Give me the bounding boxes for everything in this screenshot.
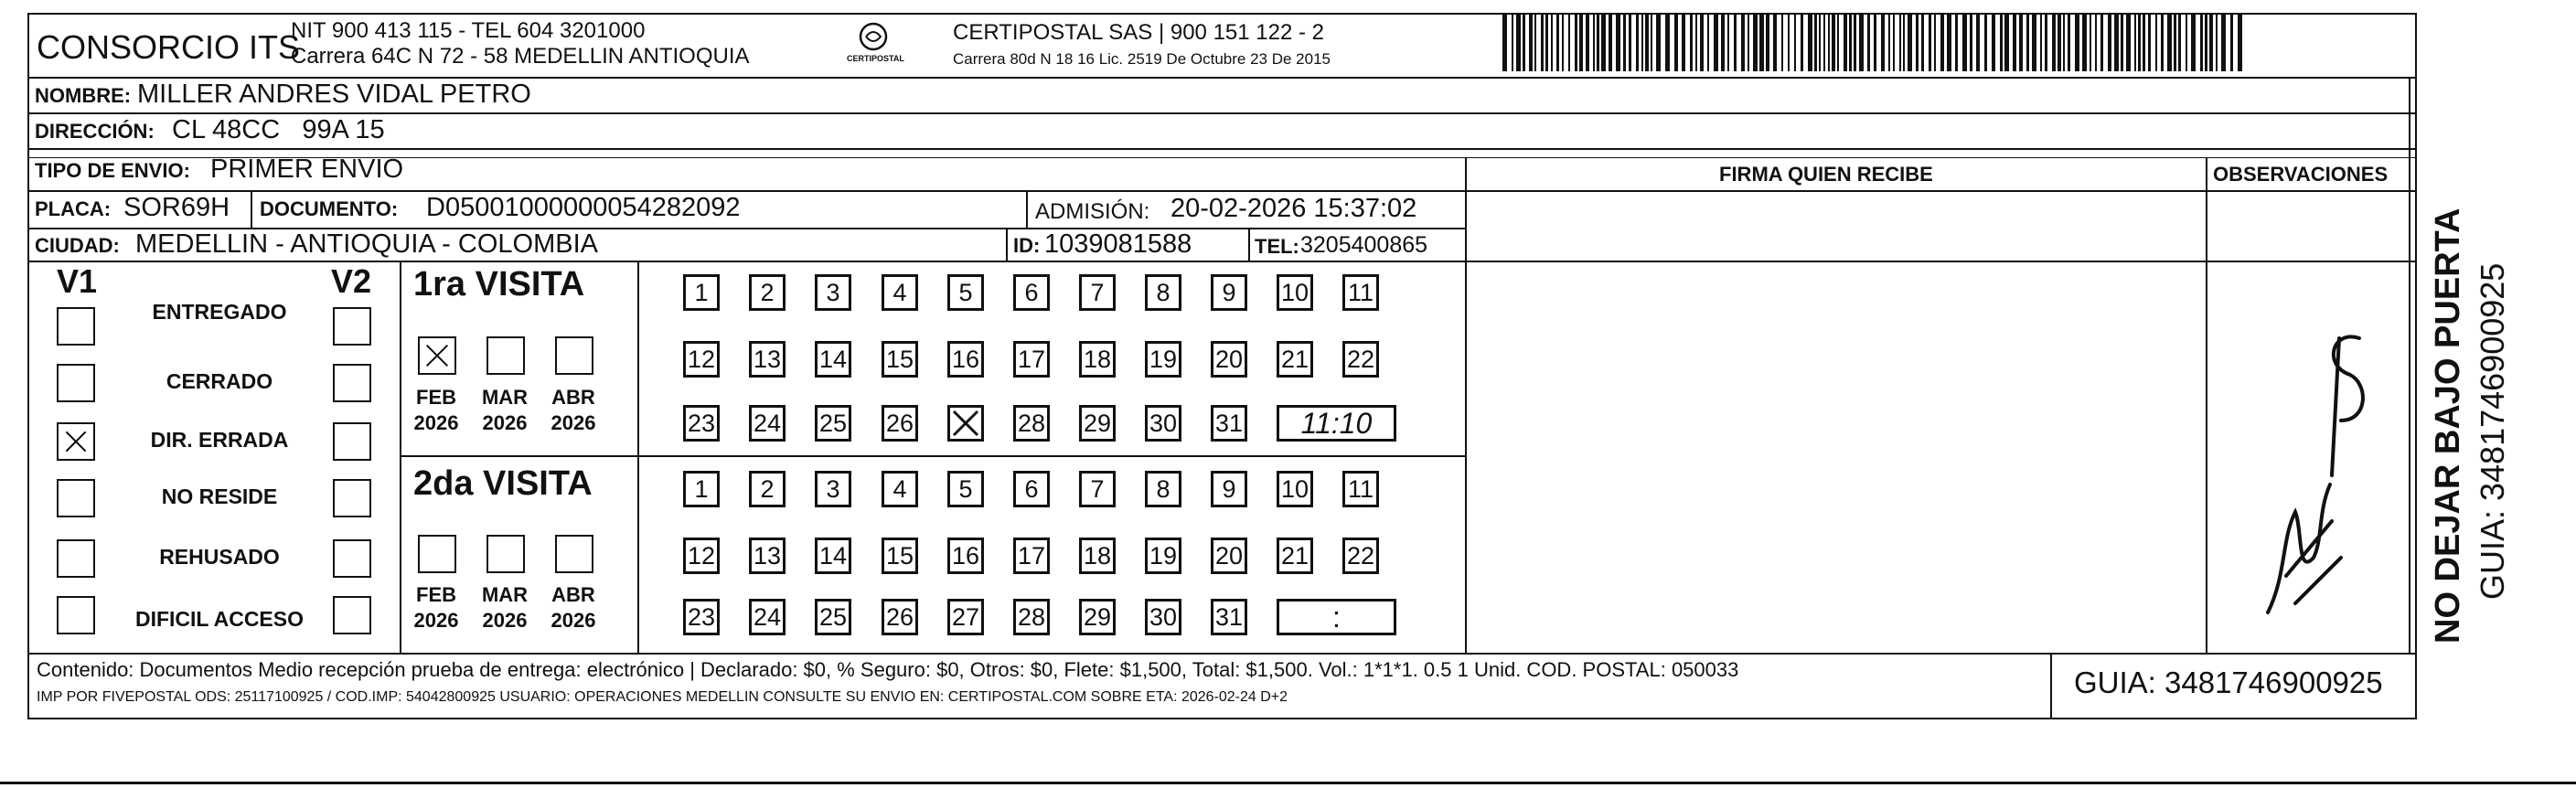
- footer-guia: GUIA: 3481746900925: [2074, 666, 2383, 699]
- day-box[interactable]: 16: [947, 341, 984, 378]
- col-divider: [2050, 653, 2052, 719]
- visit-separator: [400, 455, 1465, 457]
- day-box[interactable]: 15: [882, 538, 918, 574]
- documento-label: DOCUMENTO:: [260, 197, 399, 220]
- day-box[interactable]: 10: [1277, 471, 1313, 507]
- month-checkbox[interactable]: [486, 535, 525, 573]
- company-name: CONSORCIO ITS: [37, 28, 301, 66]
- month-checkbox[interactable]: [555, 535, 593, 573]
- status-label: REHUSADO: [159, 545, 280, 569]
- logo-text: CERTIPOSTAL: [847, 54, 904, 63]
- status-label: ENTREGADO: [152, 300, 287, 324]
- month-year: 2026: [550, 609, 596, 632]
- day-box[interactable]: 13: [749, 538, 786, 574]
- v1-checkbox[interactable]: [57, 596, 95, 634]
- time-field[interactable]: 11:10: [1277, 405, 1396, 442]
- month-label: FEB: [416, 583, 456, 606]
- row-divider: [27, 261, 2417, 262]
- status-label: CERRADO: [166, 369, 273, 393]
- day-box[interactable]: 21: [1277, 538, 1313, 574]
- handwritten-note-scribble: [2231, 302, 2387, 640]
- day-box[interactable]: 14: [815, 341, 851, 378]
- barcode: [1502, 15, 2248, 71]
- ciudad-value: MEDELLIN - ANTIOQUIA - COLOMBIA: [135, 229, 598, 259]
- day-box[interactable]: 24: [749, 405, 786, 442]
- tipo-envio-label: TIPO DE ENVIO:: [35, 159, 190, 182]
- row-divider: [27, 190, 2417, 192]
- day-box[interactable]: 28: [1013, 405, 1050, 442]
- day-box[interactable]: 4: [882, 471, 918, 507]
- day-box[interactable]: 6: [1013, 471, 1050, 507]
- row-divider: [27, 148, 2417, 150]
- day-box[interactable]: 20: [1211, 538, 1247, 574]
- day-box[interactable]: 23: [683, 405, 720, 442]
- v2-checkbox[interactable]: [333, 479, 371, 517]
- day-box[interactable]: 2: [749, 274, 786, 311]
- address-line: Carrera 64C N 72 - 58 MEDELLIN ANTIOQUIA: [291, 44, 750, 69]
- day-box[interactable]: 12: [683, 341, 720, 378]
- day-box[interactable]: 7: [1079, 274, 1116, 311]
- month-checkbox[interactable]: [486, 336, 525, 375]
- month-label: ABR: [551, 583, 595, 606]
- status-label: DIR. ERRADA: [150, 428, 289, 452]
- v1-checkbox[interactable]: [57, 479, 95, 517]
- month-label: FEB: [416, 386, 456, 409]
- visit-title: 2da VISITA: [413, 464, 593, 503]
- day-box[interactable]: 5: [947, 471, 984, 507]
- month-checkbox[interactable]: [418, 336, 456, 375]
- month-year: 2026: [482, 609, 528, 632]
- month-year: 2026: [413, 411, 459, 434]
- page-bottom-rule: [0, 782, 2576, 784]
- admision-value: 20-02-2026 15:37:02: [1170, 194, 1417, 223]
- col-divider: [1248, 228, 1250, 261]
- col-divider: [1026, 190, 1028, 228]
- carrier-address: Carrera 80d N 18 16 Lic. 2519 De Octubre 23 De 2015: [953, 50, 1331, 68]
- direccion-label: DIRECCIÓN:: [35, 120, 155, 143]
- day-box[interactable]: 19: [1145, 341, 1181, 378]
- time-field[interactable]: :: [1277, 599, 1396, 635]
- col-divider: [2409, 77, 2410, 653]
- day-box[interactable]: 5: [947, 274, 984, 311]
- day-box[interactable]: 17: [1013, 538, 1050, 574]
- ciudad-label: CIUDAD:: [35, 234, 120, 257]
- v2-checkbox[interactable]: [333, 539, 371, 578]
- day-box[interactable]: 17: [1013, 341, 1050, 378]
- day-box[interactable]: 1: [683, 471, 720, 507]
- day-box[interactable]: 2: [749, 471, 786, 507]
- v1-label: V1: [57, 262, 98, 300]
- imp-text: IMP POR FIVEPOSTAL ODS: 25117100925 / COD.IMP: 54042800925 USUARIO: OPERACIONES MEDELLIN CONSULTE SU ENVIO EN: CERTIPOSTAL.COM SOBRE ETA: 2026-02-24 D+2: [37, 689, 1288, 705]
- day-box[interactable]: 19: [1145, 538, 1181, 574]
- certipostal-logo: [841, 20, 905, 70]
- month-label: MAR: [481, 386, 529, 409]
- day-box[interactable]: 1: [683, 274, 720, 311]
- day-box[interactable]: 22: [1342, 341, 1379, 378]
- v2-label: V2: [331, 262, 372, 300]
- tipo-envio-value: PRIMER ENVIO: [210, 154, 404, 184]
- observaciones-header: OBSERVACIONES: [2213, 163, 2389, 186]
- day-box[interactable]: 31: [1211, 599, 1247, 635]
- placa-value: SOR69H: [123, 193, 230, 222]
- col-divider: [1465, 157, 1467, 653]
- day-box[interactable]: 12: [683, 538, 720, 574]
- day-box[interactable]: 14: [815, 538, 851, 574]
- month-year: 2026: [550, 411, 596, 434]
- day-box[interactable]: 9: [1211, 274, 1247, 311]
- day-box[interactable]: 10: [1277, 274, 1313, 311]
- day-box[interactable]: 29: [1079, 405, 1116, 442]
- direccion-value: CL 48CC 99A 15: [172, 115, 385, 144]
- v1-checkbox[interactable]: [57, 539, 95, 578]
- month-checkbox[interactable]: [555, 336, 593, 375]
- day-box[interactable]: 8: [1145, 471, 1181, 507]
- day-box[interactable]: 11: [1342, 274, 1379, 311]
- day-box[interactable]: 11: [1342, 471, 1379, 507]
- day-box[interactable]: 30: [1145, 599, 1181, 635]
- v2-checkbox[interactable]: [333, 307, 371, 346]
- side-guia-text: GUIA: 3481746900925: [2474, 262, 2511, 600]
- day-box[interactable]: 13: [749, 341, 786, 378]
- day-box[interactable]: 4: [882, 274, 918, 311]
- handwritten-note: [2231, 302, 2387, 640]
- col-divider: [2206, 157, 2207, 653]
- day-box[interactable]: 8: [1145, 274, 1181, 311]
- x-mark-icon: [950, 408, 981, 439]
- carrier-line: CERTIPOSTAL SAS | 900 151 122 - 2: [953, 20, 1324, 45]
- v2-checkbox[interactable]: [333, 364, 371, 402]
- col-divider: [1006, 228, 1008, 261]
- firma-header: FIRMA QUIEN RECIBE: [1719, 163, 1933, 186]
- nombre-label: NOMBRE:: [35, 84, 132, 107]
- side-text: [2423, 88, 2533, 645]
- day-box[interactable]: 16: [947, 538, 984, 574]
- placa-label: PLACA:: [35, 197, 112, 220]
- day-box[interactable]: 6: [1013, 274, 1050, 311]
- day-box[interactable]: 20: [1211, 341, 1247, 378]
- col-divider: [251, 190, 252, 228]
- month-checkbox[interactable]: [418, 535, 456, 573]
- day-box[interactable]: 28: [1013, 599, 1050, 635]
- day-box[interactable]: 15: [882, 341, 918, 378]
- day-box[interactable]: 24: [749, 599, 786, 635]
- no-dejar-text: NO DEJAR BAJO PUERTA: [2429, 208, 2467, 644]
- day-box[interactable]: 23: [683, 599, 720, 635]
- contenido-text: Contenido: Documentos Medio recepción prueba de entrega: electrónico | Declarado: $0, % Seguro: $0, Otros: $0, Flete: $1,500, Total: $1,500. Vol.: 1*1*1. 0.5 1 Unid. COD. POSTAL: 050033: [37, 658, 1739, 681]
- v2-checkbox[interactable]: [333, 422, 371, 461]
- tel-value: 3205400865: [1300, 232, 1428, 258]
- v2-checkbox[interactable]: [333, 596, 371, 634]
- day-box-marked[interactable]: [947, 405, 984, 442]
- month-year: 2026: [482, 411, 528, 434]
- day-box[interactable]: 31: [1211, 405, 1247, 442]
- month-label: MAR: [481, 583, 529, 606]
- status-label: DIFICIL ACCESO: [134, 607, 304, 631]
- day-box[interactable]: 26: [882, 599, 918, 635]
- day-box[interactable]: 27: [947, 599, 984, 635]
- day-box[interactable]: 21: [1277, 341, 1313, 378]
- day-box[interactable]: 3: [815, 471, 851, 507]
- v1-checkbox[interactable]: [57, 422, 95, 461]
- row-divider: [27, 112, 2417, 114]
- nit-line: NIT 900 413 115 - TEL 604 3201000: [291, 18, 646, 43]
- documento-value: D05001000000054282092: [426, 193, 741, 222]
- nombre-value: MILLER ANDRES VIDAL PETRO: [137, 80, 531, 109]
- day-box[interactable]: 18: [1079, 341, 1116, 378]
- day-box[interactable]: 25: [815, 599, 851, 635]
- day-box[interactable]: 7: [1079, 471, 1116, 507]
- footer-divider: [27, 653, 2417, 655]
- visit-title: 1ra VISITA: [413, 265, 585, 303]
- day-box[interactable]: 29: [1079, 599, 1116, 635]
- day-box[interactable]: 22: [1342, 538, 1379, 574]
- id-value: 1039081588: [1044, 229, 1192, 259]
- day-box[interactable]: 9: [1211, 471, 1247, 507]
- month-year: 2026: [413, 609, 459, 632]
- day-box[interactable]: 18: [1079, 538, 1116, 574]
- tel-label: TEL:: [1255, 235, 1299, 258]
- status-label: NO RESIDE: [161, 485, 278, 508]
- id-label: ID:: [1013, 234, 1041, 257]
- v1-checkbox[interactable]: [57, 364, 95, 402]
- day-box[interactable]: 25: [815, 405, 851, 442]
- month-label: ABR: [551, 386, 595, 409]
- barcode-image: [1502, 15, 2248, 71]
- admision-label: ADMISIÓN:: [1035, 199, 1150, 224]
- header-divider: [27, 77, 2417, 79]
- day-box[interactable]: 30: [1145, 405, 1181, 442]
- day-box[interactable]: 3: [815, 274, 851, 311]
- v1-checkbox[interactable]: [57, 307, 95, 346]
- day-box[interactable]: 26: [882, 405, 918, 442]
